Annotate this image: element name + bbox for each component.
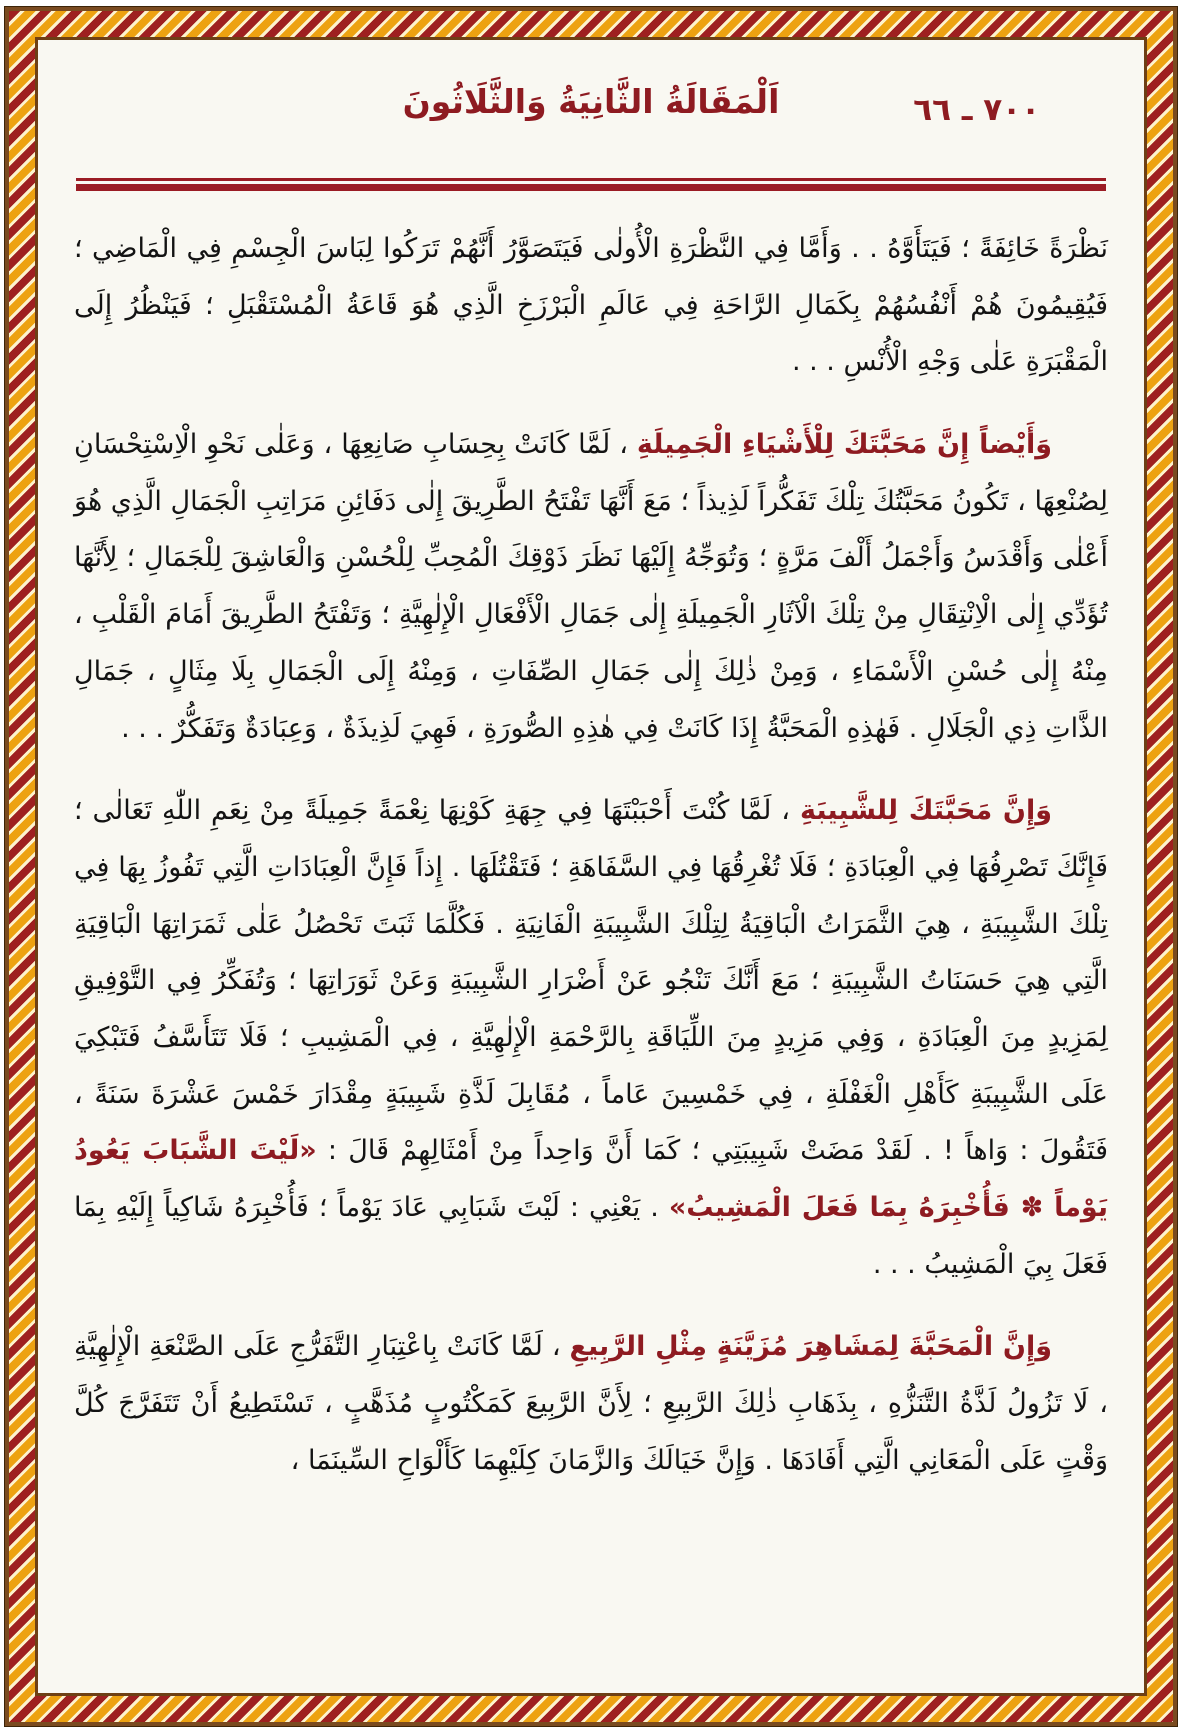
- body-text: [74, 221, 1108, 1489]
- paragraph: [74, 1319, 1108, 1489]
- text-segment: ، لَمَّا كُنْتَ أَحْبَبْتَهَا فِي جِهَةِ كَوْنِهَا نِعْمَةً جَمِيلَةً مِنْ نِعَمِ اللّٰهِ تَعَالٰى ؛ فَإِنَّكَ تَصْرِفُهَا فِي الْعِبَادَةِ ؛ فَلَا تُغْرِقُهَا فِي السَّفَاهَةِ ؛ فَتَقْتُلَهَا . إِذاً فَإِنَّ الْعِبَادَاتِ الَّتِي تَفُوزُ بِهَا فِي تِلْكَ الشَّبِيبَةِ ، هِيَ الثَّمَرَاتُ الْبَاقِيَةُ لِتِلْكَ الشَّبِيبَةِ الْفَانِيَةِ . فَكُلَّمَا ثَبَتَ تَحْصُلُ عَلٰى ثَمَرَاتِهَا الْبَاقِيَةِ الَّتِي هِيَ حَسَنَاتُ الشَّبِيبَةِ ؛ مَعَ أَنَّكَ تَنْجُو عَنْ أَضْرَارِ الشَّبِيبَةِ وَعَنْ ثَوَرَاتِهَا ؛ وَتُفَكِّرُ فِي التَّوْفِيقِ لِمَزِيدٍ مِنَ الْعِبَادَةِ ، وَفِي مَزِيدٍ مِنَ اللِّيَاقَةِ بِالرَّحْمَةِ الْإِلٰهِيَّةِ ، فِي الْمَشِيبِ ؛ فَلَا تَتَأَسَّفُ فَتَبْكِيَ عَلَى الشَّبِيبَةِ كَأَهْلِ الْغَفْلَةِ ، فِي خَمْسِينَ عَاماً ، مُقَابِلَ لَذَّةِ شَبِيبَةٍ مِقْدَارَ خَمْسَ عَشْرَةَ سَنَةً ، فَتَقُولَ : وَاهاً ! . لَقَدْ مَضَتْ شَبِيبَتِي ؛ كَمَا أَنَّ وَاحِداً مِنْ أَمْثَالِهِمْ قَالَ :: [74, 795, 1108, 1167]
- paragraph: [74, 221, 1108, 391]
- emphasis-lead: وَإِنَّ الْمَحَبَّةَ لِمَشَاهِرَ مُزَيَّنَةٍ مِثْلِ الرَّبِيعِ: [569, 1331, 1052, 1363]
- page-title: اَلْمَقَالَةُ الثَّانِيَةُ وَالثَّلَاثُونَ: [402, 82, 780, 121]
- emphasis-lead: وَإِنَّ مَحَبَّتَكَ لِلشَّبِيبَةِ: [799, 795, 1052, 827]
- text-segment: ، لَمَّا كَانَتْ بِحِسَابِ صَانِعِهَا ، وَعَلٰى نَحْوِ الْاِسْتِحْسَانِ لِصُنْعِهَا ، تَكُونُ مَحَبَّتُكَ تِلْكَ تَفَكُّراً لَذِيذاً ؛ مَعَ أَنَّهَا تَفْتَحُ الطَّرِيقَ إِلٰى دَفَائِنِ مَرَاتِبِ الْجَمَالِ الَّذِي هُوَ أَعْلٰى وَأَقْدَسُ وَأَجْمَلُ أَلْفَ مَرَّةٍ ؛ وَتُوَجِّهُ إِلَيْهَا نَظَرَ ذَوْقِكَ الْمُحِبِّ لِلْحُسْنِ وَالْعَاشِقَ لِلْجَمَالِ ؛ لِأَنَّهَا تُؤَدِّي إِلٰى الْاِنْتِقَالِ مِنْ تِلْكَ الْآثَارِ الْجَمِيلَةِ إِلٰى جَمَالِ الْأَفْعَالِ الْإِلٰهِيَّةِ ؛ وَتَفْتَحُ الطَّرِيقَ أَمَامَ الْقَلْبِ ، مِنْهُ إِلٰى حُسْنِ الْأَسْمَاءِ ، وَمِنْ ذٰلِكَ إِلٰى جَمَالِ الصِّفَاتِ ، وَمِنْهُ إِلَى الْجَمَالِ بِلَا مِثَالٍ ، جَمَالِ الذَّاتِ ذِي الْجَلَالِ . فَهٰذِهِ الْمَحَبَّةُ إِذَا كَانَتْ فِي هٰذِهِ الصُّورَةِ ، فَهِيَ لَذِيذَةٌ ، وَعِبَادَةٌ وَتَفَكُّرٌ . . .: [74, 429, 1108, 744]
- page-header: [74, 66, 1108, 162]
- emphasis-lead: وَأَيْضاً إِنَّ مَحَبَّتَكَ لِلْأَشْيَاءِ الْجَمِيلَةِ: [636, 429, 1053, 461]
- text-segment: ، لَمَّا كَانَتْ بِاعْتِبَارِ التَّفَرُّجِ عَلَى الصَّنْعَةِ الْإِلٰهِيَّةِ ، لَا تَزُولُ لَذَّةُ التَّنَزُّهِ ، بِذَهَابِ ذٰلِكَ الرَّبِيعِ ؛ لِأَنَّ الرَّبِيعَ كَمَكْتُوبٍ مُذَهَّبٍ ، تَسْتَطِيعُ أَنْ تَتَفَرَّجَ كُلَّ وَقْتٍ عَلَى الْمَعَانِي الَّتِي أَفَادَهَا . وَإِنَّ خَيَالَكَ وَالزَّمَانَ كِلَيْهِمَا كَأَلْوَاحِ السِّينَمَا ،: [74, 1331, 1108, 1476]
- paragraph: [74, 417, 1108, 757]
- header-divider: [76, 178, 1106, 191]
- page-number: ٧٠٠ ـ ٦٦: [913, 92, 1040, 128]
- paragraph: [74, 783, 1108, 1293]
- page-content: [35, 37, 1147, 1696]
- poetry-quote: «لَيْتَ الشَّبَابَ يَعُودُ يَوْماً ✽ فَأُخْبِرَهُ بِمَا فَعَلَ الْمَشِيبُ»: [74, 1135, 1108, 1223]
- text-segment: نَظْرَةً خَائِفَةً ؛ فَيَتَأَوَّهُ . . وَأَمَّا فِي النَّظْرَةِ الْأُولٰى فَيَتَصَوَّرُ أَنَّهُمْ تَرَكُوا لِبَاسَ الْجِسْمِ فِي الْمَاضِي ؛ فَيُقِيمُونَ هُمْ أَنْفُسُهُمْ بِكَمَالِ الرَّاحَةِ فِي عَالَمِ الْبَرْزَخِ الَّذِي هُوَ قَاعَةُ الْمُسْتَقْبَلِ ؛ فَيَنْظُرُ إِلَى الْمَقْبَرَةِ عَلٰى وَجْهِ الْأُنْسِ . . .: [74, 233, 1108, 378]
- text-segment: . يَعْنِي : لَيْتَ شَبَابِي عَادَ يَوْماً ؛ فَأُخْبِرَهُ شَاكِياً إِلَيْهِ بِمَا فَعَلَ بِيَ الْمَشِيبُ . . .: [74, 1192, 1108, 1280]
